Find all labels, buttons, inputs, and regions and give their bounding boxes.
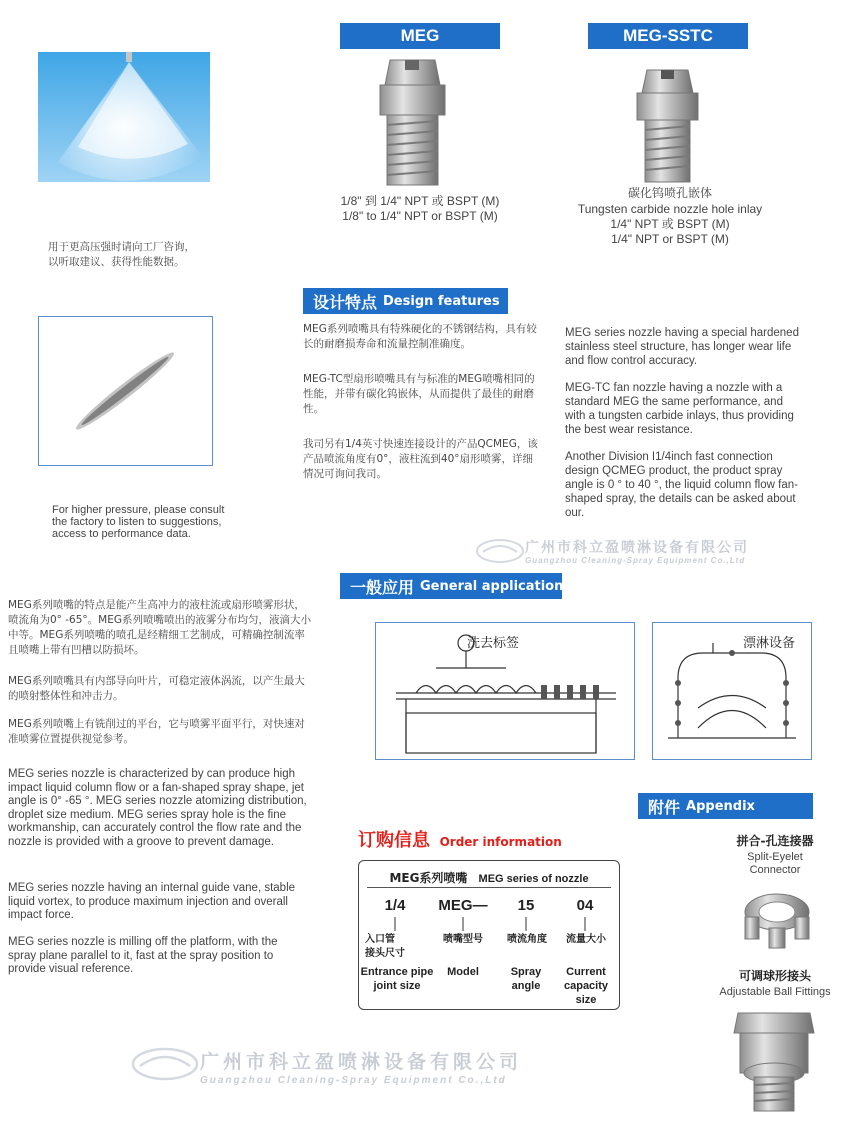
order-box-header: [359, 867, 619, 886]
pressure-note-en: For higher pressure, please consult the factory to listen to suggestions, access to performance data.: [52, 504, 225, 540]
meg-sstc-tab: MEG-SSTC: [588, 23, 748, 49]
code-size: 1/4: [384, 897, 406, 914]
design-en-p1: MEG series nozzle having a special hardened stainless steel structure, has longer wear life and flow control accuracy.: [565, 327, 799, 367]
label-zh-angle: 喷流角度: [507, 934, 547, 945]
sstc-spec-zh: 碳化钨喷孔嵌体: [627, 186, 712, 200]
meg-sstc-nozzle-image: [625, 65, 710, 185]
watermark-zh-2: 广州市科立盈喷淋设备有限公司: [200, 1051, 523, 1073]
design-en-p2: MEG-TC fan nozzle having a nozzle with a standard MEG the same performance, and with a tungsten carbide inlays, thus providing the best wear resistance.: [565, 382, 794, 436]
spray-pattern-image: [39, 317, 212, 465]
appendix-item1-en: Split-Eyelet Connector: [747, 851, 803, 876]
meg-spec-en: 1/8" to 1/4" NPT or BSPT (M): [342, 209, 498, 223]
appendix-header: [638, 793, 813, 819]
appendix-item2-en: Adjustable Ball Fittings: [719, 986, 831, 998]
spray-pattern-box: [38, 316, 213, 466]
general-application-title-en: General application: [420, 578, 564, 594]
label-en-model: Model: [447, 966, 479, 978]
order-title-zh: 订购信息: [358, 830, 430, 851]
rinse-equipment-caption: 漂淋设备: [743, 636, 796, 651]
general-application-header: [340, 573, 562, 599]
design-features-header: [303, 288, 508, 314]
desc-en-p1: MEG series nozzle is characterized by can produce high impact liquid column flow or a fan-shaped spray shape, jet angle is 0° -65 °. MEG series nozzle atomizing distribution, droplet size medium. MEG series spray hole is the fine workmanship, can accurately control the flow rate and the nozzle is provided with a groove to prevent damage.: [8, 768, 307, 848]
code-angle: 15: [517, 897, 535, 914]
label-en-angle: Spray angle: [510, 966, 542, 992]
desc-en-p3: MEG series nozzle is milling off the platform, with the spray plane parallel to it, fast at the spray position to provide visual reference.: [8, 936, 278, 975]
label-zh-capacity: 流量大小: [566, 934, 606, 945]
sstc-spec-en: Tungsten carbide nozzle hole inlay: [577, 202, 763, 216]
design-zh-p2: MEG-TC型扇形喷嘴具有与标准的MEG喷嘴相同的性能，并带有碳化钨嵌体，从而提供了最佳的耐磨性。: [303, 373, 535, 415]
sstc-thread-zh: 1/4" NPT 或 BSPT (M): [610, 217, 730, 231]
general-application-title-zh: 一般应用: [350, 577, 415, 597]
desc-en-p2: MEG series nozzle having an internal guide vane, stable liquid vortex, to produce maximum injection and overall impact force.: [8, 882, 296, 921]
desc-zh-p3: MEG系列喷嘴上有铣削过的平台，它与喷雾平面平行，对快速对准喷雾位置提供视觉参考。: [8, 718, 305, 745]
design-zh-p3: 我司另有1/4英寸快速连接设计的产品QCMEG，该产品喷流角度有0°，液柱流到40°扇形喷雾，详细情况可询问我司。: [303, 438, 538, 480]
adjustable-ball-fitting-image: [728, 1003, 820, 1115]
label-en-size: Entrance pipe joint size: [360, 966, 434, 992]
sstc-thread-en: 1/4" NPT or BSPT (M): [611, 232, 729, 246]
code-model: MEG—: [438, 897, 488, 914]
desc-zh-p1: MEG系列喷嘴的特点是能产生高冲力的液柱流或扇形喷雾形状，喷流角为0° -65°。MEG系列喷嘴喷出的液雾分布均匀，液滴大小中等。MEG系列喷嘴的喷孔是经精细工艺制成，可精确控制流率且喷嘴上带有凹槽以防损坏。: [8, 599, 311, 656]
design-features-title-zh: 设计特点: [313, 292, 378, 312]
watermark-logo-1: [475, 538, 525, 564]
spray-photo: [38, 52, 210, 182]
watermark-en-2: Guangzhou Cleaning-Spray Equipment Co.,Ltd: [200, 1075, 507, 1086]
appendix-item1-zh: 拼合-孔连接器: [736, 834, 814, 848]
watermark-zh-1: 广州市科立盈喷淋设备有限公司: [525, 540, 749, 556]
appendix-title-en: Appendix: [686, 798, 755, 814]
meg-spec-zh: 1/8" 到 1/4" NPT 或 BSPT (M): [340, 194, 500, 208]
watermark-en-1: Guangzhou Cleaning-Spray Equipment Co.,Ltd: [525, 556, 746, 565]
label-en-capacity: Current capacity size: [563, 966, 609, 1006]
design-features-title-en: Design features: [383, 293, 500, 309]
watermark-logo-2: [130, 1046, 200, 1082]
order-connector-lines: [359, 917, 621, 933]
split-eyelet-connector-image: [735, 882, 820, 952]
design-zh-p1: MEG系列喷嘴具有特殊硬化的不锈钢结构，具有较长的耐磨损寿命和流量控制准确度。: [303, 323, 537, 350]
label-zh-model: 喷嘴型号: [443, 934, 483, 945]
label-washing-caption: 洗去标签: [467, 636, 520, 651]
order-information-title: [358, 826, 562, 852]
desc-zh-p2: MEG系列喷嘴具有内部导向叶片，可稳定液体涡流，以产生最大的喷射整体性和冲击力。: [8, 675, 305, 702]
design-en-p3: Another Division I1/4inch fast connection design QCMEG product, the product spray angle is 0 ° to 40 °, the liquid column flow fan-shaped spray, the details can be asked about our.: [565, 451, 798, 519]
order-box-title-zh: MEG系列喷嘴: [389, 871, 468, 885]
code-capacity: 04: [576, 897, 594, 914]
appendix-title-zh: 附件: [648, 797, 681, 817]
meg-tab: MEG: [340, 23, 500, 49]
order-box-title-en: MEG series of nozzle: [478, 873, 589, 885]
pressure-note-zh: 用于更高压强时请向工厂咨询， 以听取建议、获得性能数据。: [48, 241, 195, 268]
order-code-box: [358, 860, 620, 1010]
order-title-en: Order information: [439, 835, 562, 849]
meg-nozzle-image: [365, 55, 460, 190]
appendix-item2-zh: 可调球形接头: [738, 969, 811, 983]
label-zh-size: 入口管 接头尺寸: [365, 934, 405, 959]
